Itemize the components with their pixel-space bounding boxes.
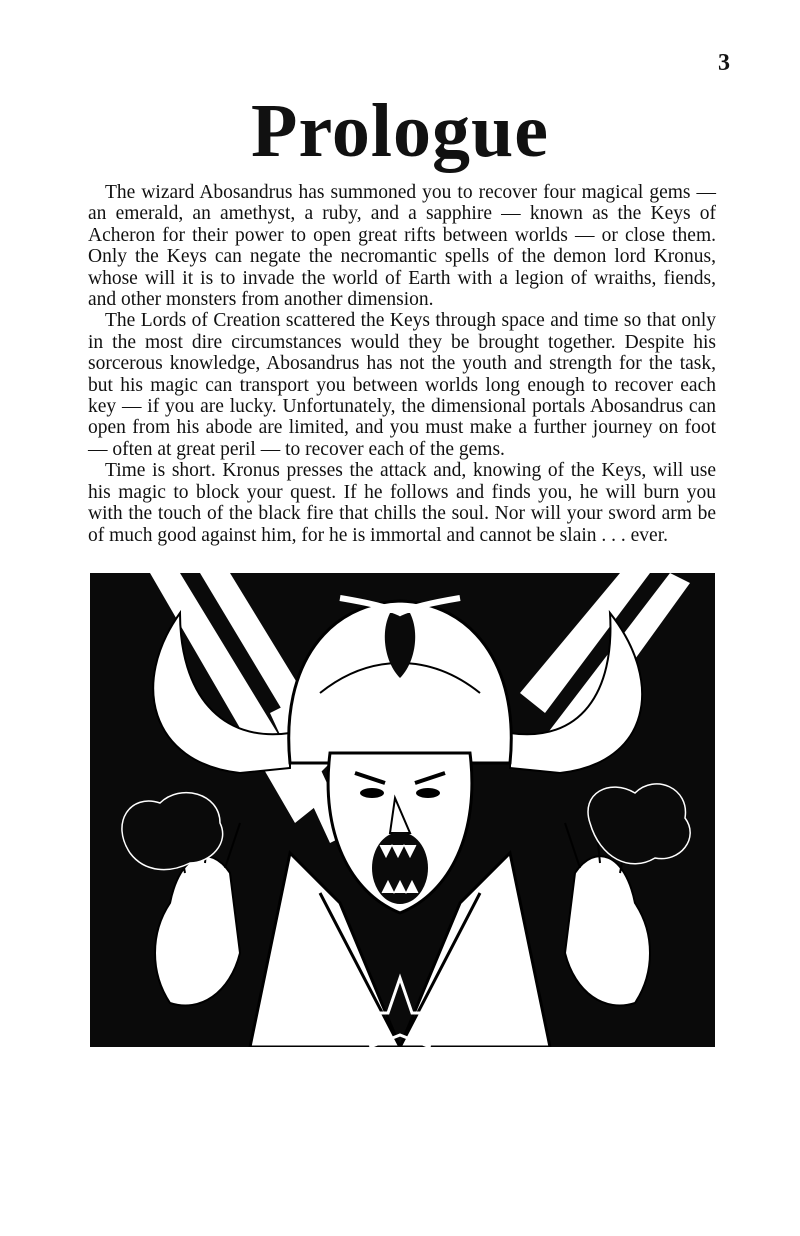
page-title: Prologue: [251, 89, 549, 173]
demon-lord-illustration: [90, 573, 715, 1047]
paragraph: The Lords of Creation scattered the Keys through space and time so that only in the most dire circumstances would they be brought together. Despite his sorcerous knowledge, Abosandrus has not the youth and strength for the task, but his magic can transport you between worlds long enough to recover each key — if you are lucky. Unfortunately, the dimensional portals Abosandrus can open from his abode are limited, and you must make a further journey on foot — often at great peril — to recover each of the gems.: [88, 310, 716, 460]
prologue-text: [88, 182, 716, 546]
page-number: 3: [718, 50, 730, 76]
paragraph: Time is short. Kronus presses the attack and, knowing of the Keys, will use his magic to block your quest. If he follows and finds you, he will burn you with the touch of the black fire that chills the soul. Nor will your sword arm be of much good against him, for he is immortal and cannot be slain . . . ever.: [88, 460, 716, 546]
paragraph: The wizard Abosandrus has summoned you to recover four magical gems — an emerald, an amethyst, a ruby, and a sapphire — known as the Keys of Acheron for their power to open great rifts between worlds — or close them. Only the Keys can negate the necromantic spells of the demon lord Kronus, whose will it is to invade the world of Earth with a legion of wraiths, fiends, and other monsters from another dimension.: [88, 182, 716, 311]
